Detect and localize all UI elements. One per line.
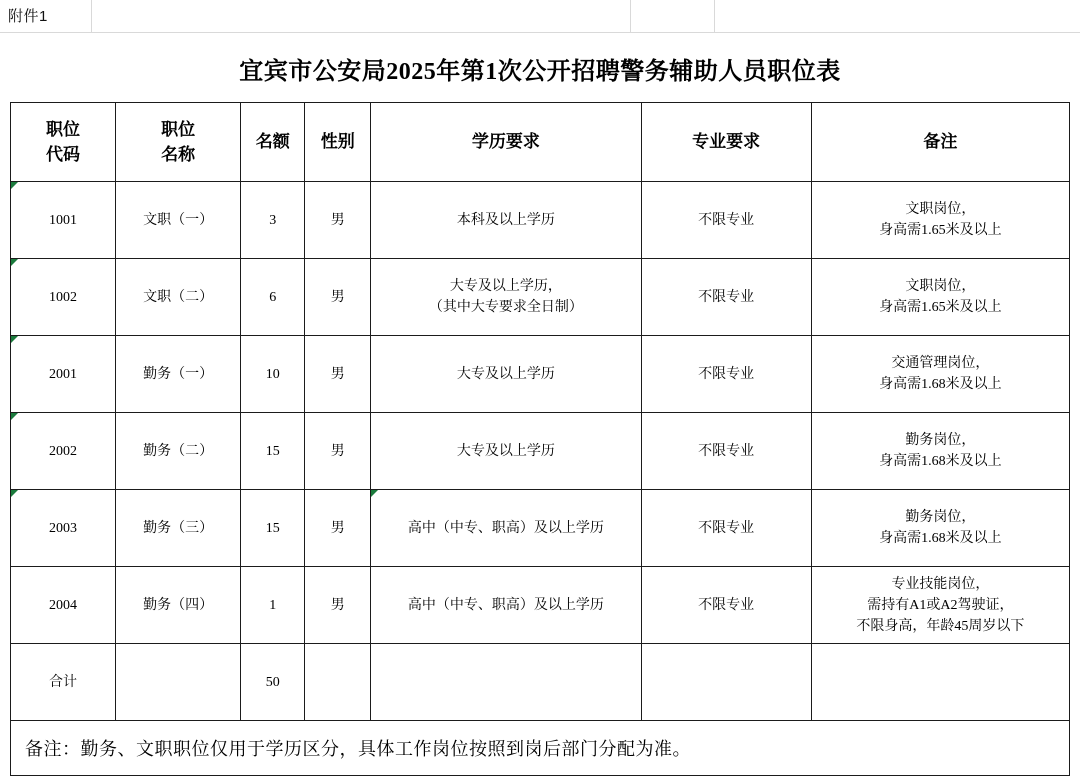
cell-major: 不限专业	[641, 259, 811, 336]
cell-gender: 男	[305, 259, 371, 336]
cell-quota: 15	[241, 490, 305, 567]
footer-note: 备注：勤务、文职职位仅用于学历区分，具体工作岗位按照到岗后部门分配为准。	[10, 721, 1070, 776]
table-body	[11, 182, 1070, 721]
cell-remark-line1: 专业技能岗位，	[891, 576, 990, 592]
cell-code: 2002	[11, 413, 116, 490]
cell-gender: 男	[305, 182, 371, 259]
cell-remark-line1: 交通管理岗位，	[891, 356, 990, 371]
table-row	[11, 413, 1070, 490]
cell-remark-line1: 文职岗位，	[905, 279, 976, 294]
cell-remark	[811, 567, 1069, 644]
cell-total-remark	[811, 644, 1069, 721]
page-title: 宜宾市公安局2025年第1次公开招聘警务辅助人员职位表	[239, 59, 841, 85]
position-table-wrapper	[0, 102, 1080, 721]
cell-major: 不限专业	[641, 182, 811, 259]
cell-quota: 10	[241, 336, 305, 413]
cell-education-line1: 高中（中专、职高）及以上学历	[407, 520, 604, 536]
cell-quota: 15	[241, 413, 305, 490]
table-header-row	[11, 103, 1070, 182]
cell-code: 2001	[11, 336, 116, 413]
cell-name: 勤务（三）	[116, 490, 241, 567]
position-table	[10, 102, 1070, 721]
cell-education	[371, 336, 641, 413]
table-row	[11, 259, 1070, 336]
column-header-code-line2: 代码	[46, 145, 81, 164]
cell-code: 2004	[11, 567, 116, 644]
cell-education	[371, 259, 641, 336]
cell-gender: 男	[305, 490, 371, 567]
cell-remark	[811, 490, 1069, 567]
cell-remark-line2: 身高需1.68米及以上	[879, 531, 1002, 546]
table-row	[11, 182, 1070, 259]
cell-major: 不限专业	[641, 490, 811, 567]
top-grid-cell	[92, 0, 631, 32]
cell-name: 勤务（二）	[116, 413, 241, 490]
table-row	[11, 490, 1070, 567]
cell-total-name	[116, 644, 241, 721]
cell-education	[371, 490, 641, 567]
cell-education-line1: 本科及以上学历	[456, 212, 555, 228]
cell-gender: 男	[305, 336, 371, 413]
cell-remark-line3: 不限身高，年龄45周岁以下	[856, 618, 1025, 634]
cell-remark-line1: 勤务岗位，	[905, 433, 976, 448]
cell-education	[371, 413, 641, 490]
cell-total-gender	[305, 644, 371, 721]
cell-major: 不限专业	[641, 413, 811, 490]
cell-remark-line2: 需持有A1或A2驾驶证，	[867, 597, 1014, 613]
cell-quota: 1	[241, 567, 305, 644]
cell-name: 勤务（一）	[116, 336, 241, 413]
cell-remark	[811, 336, 1069, 413]
cell-remark	[811, 413, 1069, 490]
cell-major: 不限专业	[641, 336, 811, 413]
cell-code: 2003	[11, 490, 116, 567]
cell-remark-line2: 身高需1.68米及以上	[879, 454, 1002, 469]
cell-education-line2: （其中大专要求全日制）	[428, 300, 583, 315]
column-header-education: 学历要求	[371, 103, 641, 182]
cell-total-quota: 50	[241, 644, 305, 721]
column-header-major: 专业要求	[641, 103, 811, 182]
cell-remark-line1: 勤务岗位，	[905, 510, 976, 525]
attachment-label: 附件1	[8, 8, 48, 25]
cell-name: 文职（二）	[116, 259, 241, 336]
cell-gender: 男	[305, 567, 371, 644]
cell-total-major	[641, 644, 811, 721]
table-row	[11, 567, 1070, 644]
cell-education	[371, 567, 641, 644]
cell-remark	[811, 259, 1069, 336]
cell-remark-line2: 身高需1.65米及以上	[879, 223, 1002, 238]
column-header-code-line1: 职位	[46, 119, 81, 139]
column-header-remark: 备注	[811, 103, 1069, 182]
top-grid-cell	[715, 0, 1080, 32]
cell-remark-line1: 文职岗位，	[905, 202, 976, 217]
column-header-name	[116, 103, 241, 182]
column-header-code	[11, 103, 116, 182]
cell-education-line1: 大专及以上学历，	[449, 279, 562, 294]
cell-education-line1: 大专及以上学历	[456, 443, 555, 459]
cell-gender: 男	[305, 413, 371, 490]
column-header-name-line2: 名称	[161, 145, 196, 164]
column-header-gender: 性别	[305, 103, 371, 182]
cell-education	[371, 182, 641, 259]
cell-remark-line2: 身高需1.68米及以上	[879, 377, 1002, 392]
column-header-quota: 名额	[241, 103, 305, 182]
cell-remark-line2: 身高需1.65米及以上	[879, 300, 1002, 315]
cell-total-education	[371, 644, 641, 721]
cell-code: 1001	[11, 182, 116, 259]
table-total-row	[11, 644, 1070, 721]
cell-total-label: 合计	[11, 644, 116, 721]
cell-education-line1: 大专及以上学历	[456, 366, 555, 382]
table-header	[11, 103, 1070, 182]
column-header-name-line1: 职位	[161, 119, 196, 139]
cell-major: 不限专业	[641, 567, 811, 644]
top-grid-cell	[631, 0, 715, 32]
cell-quota: 3	[241, 182, 305, 259]
top-grid-strip	[0, 0, 1080, 33]
cell-name: 文职（一）	[116, 182, 241, 259]
cell-remark	[811, 182, 1069, 259]
cell-quota: 6	[241, 259, 305, 336]
cell-name: 勤务（四）	[116, 567, 241, 644]
cell-code: 1002	[11, 259, 116, 336]
cell-education-line1: 高中（中专、职高）及以上学历	[407, 597, 604, 613]
table-row	[11, 336, 1070, 413]
